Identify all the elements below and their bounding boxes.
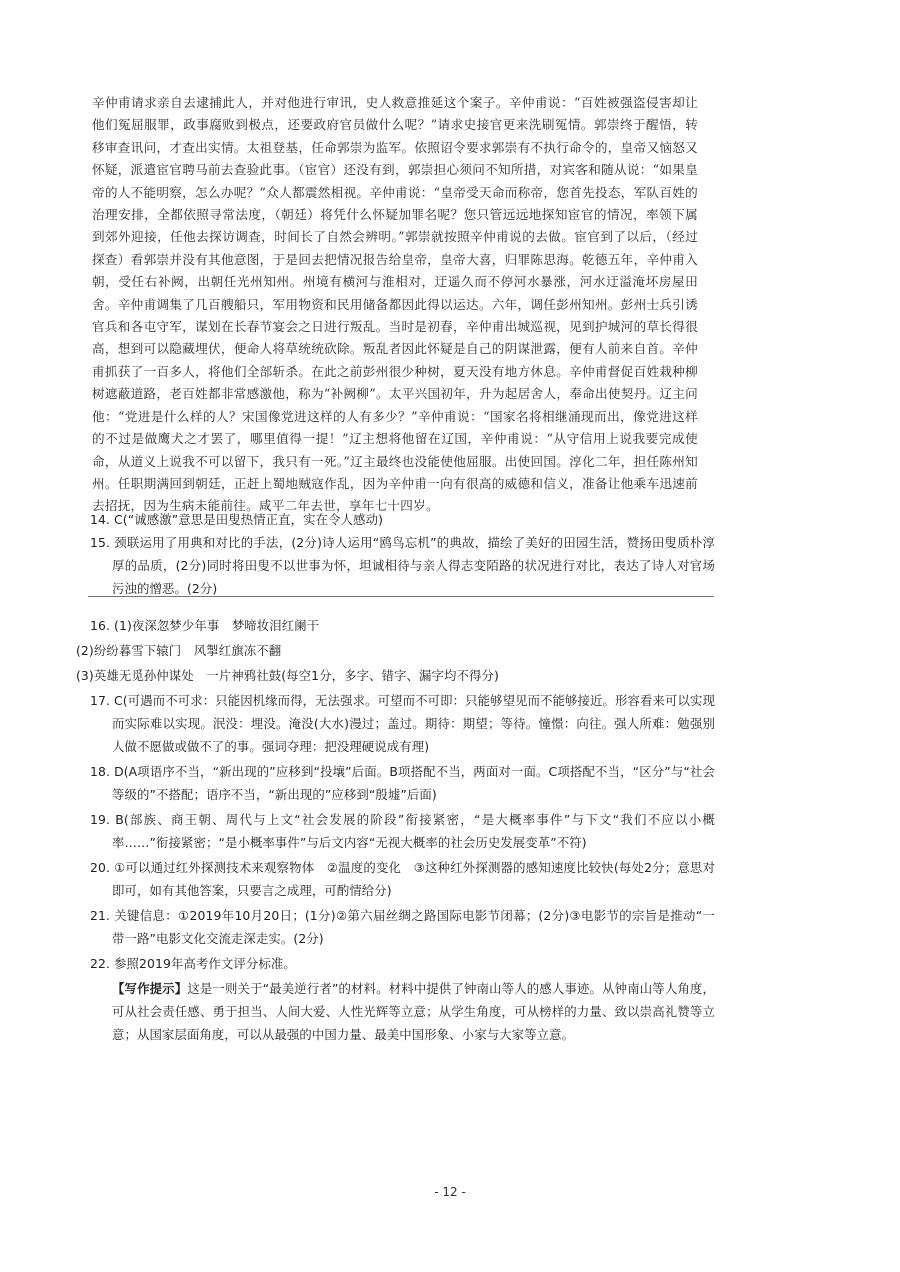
answer-16-2: (2)纷纷暮雪下辕门 风掣红旗冻不翻 [76, 643, 282, 658]
page-number: - 12 - [434, 1185, 466, 1199]
answer-22: 22. 参照2019年高考作文评分标准。 [90, 956, 296, 971]
writing-tip-text: 这是一则关于“最美逆行者”的材料。材料中提供了钟南山等人的感人事迹。从钟南山等人角度，可从社会责任感、勇于担当、人间大爱、人性光辉等立意；从学生角度，可从榜样的力量、致以崇高礼赞等立意；从国家层面角度，可以从最强的中国力量、最美中国形象、小家与大家等立意。 [112, 981, 715, 1042]
answer-20: 20. ①可以通过红外探测技术来观察物体 ②温度的变化 ③这种红外探测器的感知速度比较快(每处2分；意思对即可，如有其他答案，只要言之成理，可酌情给分) [90, 860, 715, 898]
answer-16-3: (3)英雄无觅孙仲谋处 一片神鸦社鼓(每空1分，多字、错字、漏字均不得分) [76, 668, 499, 683]
section-divider [88, 596, 714, 597]
answer-18: 18. D(A项语序不当，“新出现的”应移到“投壤”后面。B项搭配不当，两面对一面。C项搭配不当，“区分”与“社会等级的”不搭配；语序不当，“新出现的”应移到“殷墟”后面) [90, 764, 715, 802]
answers-section-top [90, 508, 715, 600]
answer-15: 15. 颈联运用了用典和对比的手法，(2分)诗人运用“鸥鸟忘机”的典故，描绘了美好的田园生活，赞扬田叟质朴淳厚的品质，(2分)同时将田叟不以世事为怀，坦诚相待与亲人得志变陌路的状况进行对比，表达了诗人对官场污浊的憎恶。(2分) [90, 535, 715, 596]
answer-21: 21. 关键信息：①2019年10月20日；(1分)②第六届丝绸之路国际电影节闭幕；(2分)③电影节的宗旨是推动“一带一路”电影文化交流走深走实。(2分) [90, 908, 715, 946]
translation-passage: 辛仲甫请求亲自去逮捕此人，并对他进行审讯，史人救意推延这个案子。辛仲甫说：“百姓被强盗侵害却让他们冤屈服罪，政事腐败到极点，还要政府官员做什么呢？”请求史接官更来洗刷冤情。郭崇终于醒悟，转移审查讯问，才查出实情。太祖登基，任命郭崇为监军。依照诏令要求郭崇有不执行命令的，皇帝又恼怒又怀疑，派遣宦官聘马前去查验此事。（宦官）还没有到，郭崇担心须问不知所措，对宾客和随从说：“如果皇帝的人不能明察，怎么办呢？”众人都震然相视。辛仲甫说：“皇帝受天命而称帝，您首先投态，军队百姓的治理安排，全都依照寻常法度，（朝廷）将凭什么怀疑加罪名呢？您只管远远地探知宦官的情况，率领下属到郊外迎接，任他去探访调查，时间长了自然会辨明。”郭崇就按照辛仲甫说的去做。宦官到了以后，（经过探查）看郭崇并没有其他意图，于是回去把情况报告给皇帝，皇帝大喜，归罪陈思海。乾德五年，辛仲甫入朝，受任右补阙，出朝任光州知州。州境有横河与淮相对，迂遥久而不停河水暴涨，河水迂溢淹坏房屋田舍。辛仲甫调集了几百艘船只，军用物资和民用储备都因此得以运达。六年，调任彭州知州。彭州士兵引诱官兵和各屯守军，谋划在长春节宴会之日进行叛乱。当时是初春，辛仲甫出城巡视，见到护城河的草长得很高，想到可以隐藏埋伏，便命人将草统统砍除。叛乱者因此怀疑是自己的阴谋泄露，便有人前来自首。辛仲甫抓获了一百多人，将他们全部斩杀。在此之前彭州很少种树，夏天没有地方休息。辛仲甫督促百姓栽种柳树遮蔽道路，老百姓都非常感激他，称为“补阙柳”。太平兴国初年，升为起居舍人，奉命出使契丹。辽主问他：“党进是什么样的人？宋国像党进这样的人有多少？”辛仲甫说：“国家名将相继涌现而出，像党进这样的不过是做鹰犬之才罢了，哪里值得一提！”辽主想将他留在辽国，辛仲甫说：“从守信用上说我要完成使命，从道义上说我不可以留下，我只有一死。”辽主最终也没能使他屈服。出使回国。淳化二年，担任陈州知州。任职期满回到朝廷，正赶上蜀地贼寇作乱，因为辛仲甫一向有很高的威德和信义，准备让他乘车迅速前去招抚，因为生病未能前往。咸平二年去世，享年七十四岁。 [92, 95, 698, 514]
writing-tip-label: 【写作提示】 [112, 981, 188, 996]
answer-16-1: 16. (1)夜深忽梦少年事 梦啼妆泪红阑干 [90, 618, 320, 633]
answer-14: 14. C(“诚感激”意思是田叟热情正直，实在令人感动) [90, 512, 384, 527]
writing-tip [90, 977, 715, 1046]
answer-17: 17. C(可遇而不可求：只能因机缘而得，无法强求。可望而不可即：只能够望见而不能够接近。形容看来可以实现而实际难以实现。泯没：埋没。淹没(大水)漫过；盖过。期待：期望；等待。憧憬：向往。强人所难：勉强别人做不愿做或做不了的事。强词夺理：把没理硬说成有理) [90, 693, 715, 754]
answers-section-bottom [76, 614, 715, 1048]
answer-19: 19. B(部族、商王朝、周代与上文“社会发展的阶段”衔接紧密，“是大概率事件”与下文“我们不应以小概率……”衔接紧密；“是小概率事件”与后文内容“无视大概率的社会历史发展变革”不符) [90, 812, 715, 850]
